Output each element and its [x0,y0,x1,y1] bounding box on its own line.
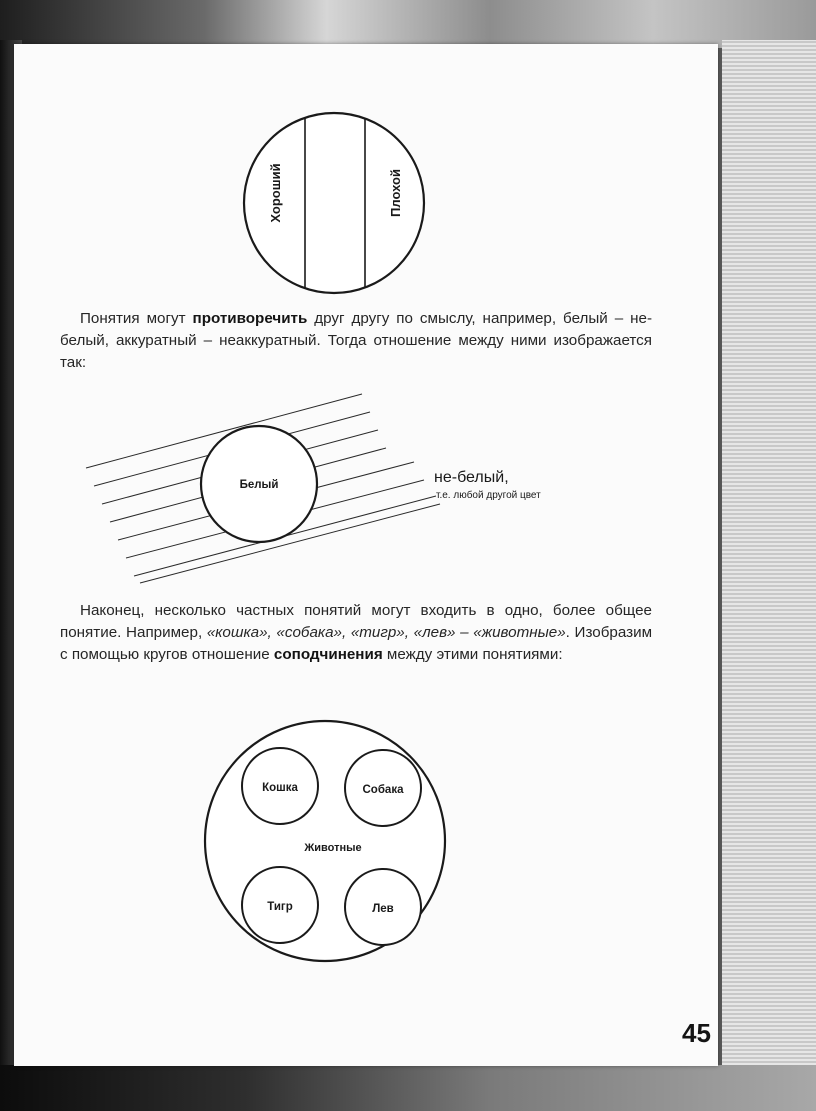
label-bad: Плохой [388,169,403,217]
paragraph2-text-1: Наконец, несколько частных понятий могут входить в одно, более общее понятие. Например, [60,602,652,641]
label-nonwhite: не-белый, [434,469,509,486]
label-dog: Собака [362,784,404,796]
paragraph2-italic-examples: «кошка», «собака», «тигр», «лев» – «животные» [206,624,566,641]
page-number: 45 [682,1018,711,1048]
paragraph1-bold-term: противоречить [192,310,308,327]
label-lion: Лев [372,903,394,915]
paragraph-subordination [60,600,652,666]
paragraph2-bold-term: соподчинения [273,646,383,663]
label-white: Белый [239,479,279,491]
paragraph1-text-1: Понятия могут [80,310,193,327]
scan-right-edge [722,40,816,1111]
label-good: Хороший [268,163,283,223]
paragraph2-text-2: . Изобразим с помощью кругов отношение [60,624,653,663]
label-cat: Кошка [262,782,298,794]
paragraph-contradiction [60,308,652,374]
paragraph1-text-2: друг другу по смыслу, например, белый – не-белый, аккуратный – неаккуратный. Тогда отношение между ними изображается так: [60,310,653,371]
paragraph2-text-3: между этими понятиями: [382,646,563,663]
label-tiger: Тигр [267,901,293,913]
diagram-white-nonwhite [74,384,614,584]
diagram-good-bad [239,108,429,298]
label-any-other-color: т.е. любой другой цвет [436,490,541,501]
scan-bottom-edge [0,1065,816,1111]
scan-top-edge [0,0,816,48]
book-page [14,44,718,1066]
diagram-animals [200,716,450,966]
label-animals: Животные [304,842,362,854]
